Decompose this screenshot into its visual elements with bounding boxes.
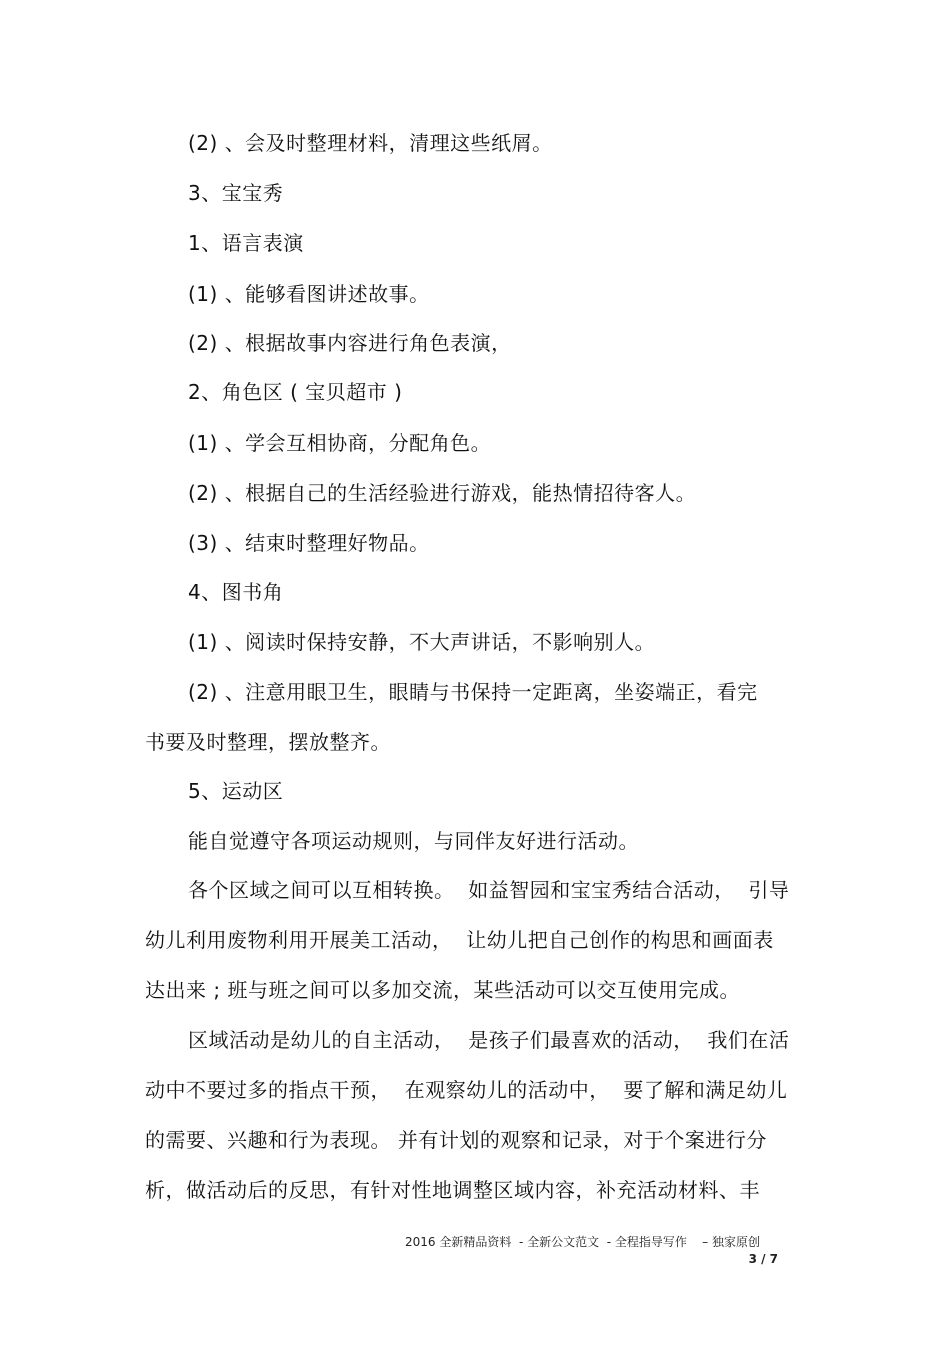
text-line: 的需要、兴趣和行为表现。 并有计划的观察和记录，对于个案进行分: [145, 1128, 767, 1152]
text-line: 4、图书角: [188, 580, 284, 604]
text-line: 能自觉遵守各项运动规则，与同伴友好进行活动。: [188, 829, 639, 853]
text-line: 达出来 ; 班与班之间可以多加交流，某些活动可以交互使用完成。: [145, 978, 740, 1002]
text-line: (2) 、根据故事内容进行角色表演，: [188, 331, 512, 355]
text-line: 3、宝宝秀: [188, 181, 284, 205]
text-line: 5、运动区: [188, 779, 284, 803]
text-line: 书要及时整理，摆放整齐。: [145, 730, 391, 754]
text-line: 析，做活动后的反思，有针对性地调整区域内容，补充活动材料、丰: [145, 1178, 760, 1202]
text-line: (1) 、能够看图讲述故事。: [188, 282, 430, 306]
text-line: (2) 、根据自己的生活经验进行游戏，能热情招待客人。: [188, 481, 697, 505]
page-number: 3 / 7: [748, 1252, 778, 1266]
text-line: (2) 、注意用眼卫生，眼睛与书保持一定距离，坐姿端正，看完: [188, 680, 758, 704]
text-line: 幼儿利用废物利用开展美工活动， 让幼儿把自己创作的构思和画面表: [145, 928, 774, 952]
text-line: 动中不要过多的指点干预， 在观察幼儿的活动中， 要了解和满足幼儿: [145, 1078, 788, 1102]
text-line: (3) 、结束时整理好物品。: [188, 531, 430, 555]
text-line: (2) 、会及时整理材料，清理这些纸屑。: [188, 131, 553, 155]
text-line: (1) 、学会互相协商，分配角色。: [188, 431, 492, 455]
text-line: 区域活动是幼儿的自主活动， 是孩子们最喜欢的活动， 我们在活: [188, 1028, 790, 1052]
text-line: (1) 、阅读时保持安静，不大声讲话，不影响别人。: [188, 630, 656, 654]
text-line: 各个区域之间可以互相转换。 如益智园和宝宝秀结合活动， 引导: [188, 878, 790, 902]
text-line: 2、角色区 ( 宝贝超市 ): [188, 380, 403, 404]
footer-text: 2016 全新精品资料 - 全新公文范文 - 全程指导写作 – 独家原创: [405, 1235, 760, 1249]
text-line: 1、语言表演: [188, 231, 304, 255]
